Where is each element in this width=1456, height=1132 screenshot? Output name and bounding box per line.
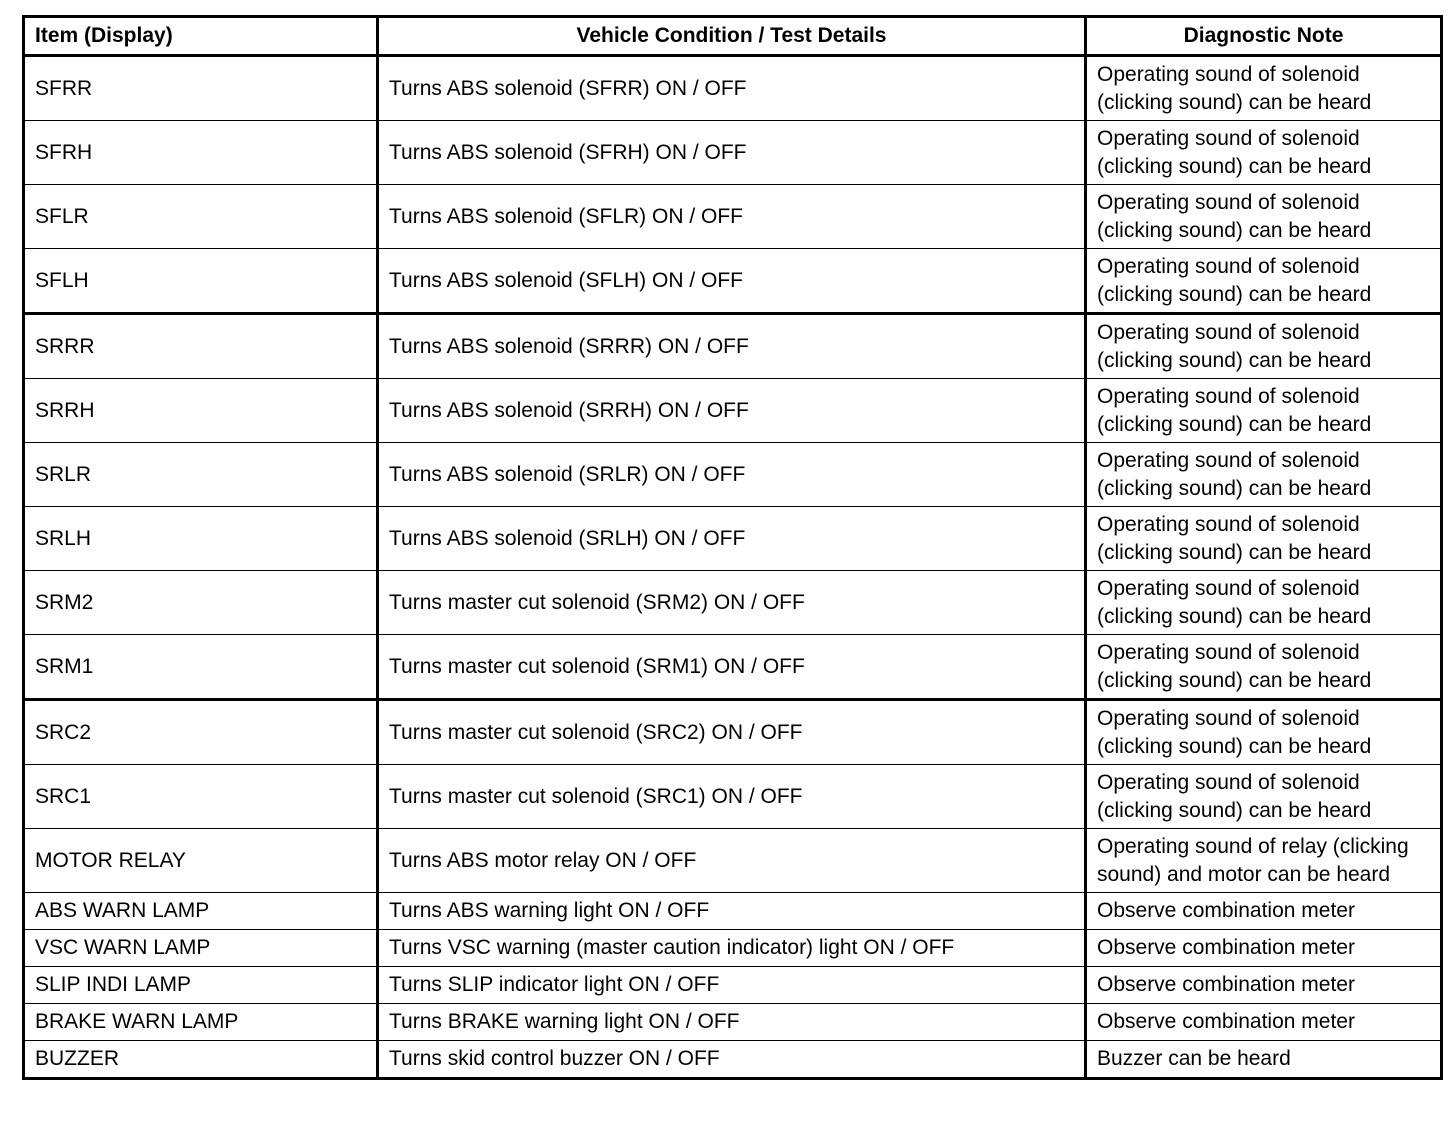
note-cell: Operating sound of solenoid (clicking sound) can be heard bbox=[1086, 185, 1442, 249]
item-cell: SRC2 bbox=[24, 700, 378, 765]
detail-cell: Turns ABS solenoid (SFLR) ON / OFF bbox=[378, 185, 1086, 249]
note-cell: Operating sound of solenoid (clicking sound) can be heard bbox=[1086, 443, 1442, 507]
item-cell: BUZZER bbox=[24, 1041, 378, 1079]
detail-cell: Turns SLIP indicator light ON / OFF bbox=[378, 967, 1086, 1004]
column-header-detail: Vehicle Condition / Test Details bbox=[378, 17, 1086, 56]
table-row bbox=[24, 893, 1442, 930]
item-cell: SFRH bbox=[24, 121, 378, 185]
detail-cell: Turns skid control buzzer ON / OFF bbox=[378, 1041, 1086, 1079]
item-cell: VSC WARN LAMP bbox=[24, 930, 378, 967]
note-cell: Operating sound of solenoid (clicking sound) can be heard bbox=[1086, 507, 1442, 571]
table-row bbox=[24, 1004, 1442, 1041]
item-cell: ABS WARN LAMP bbox=[24, 893, 378, 930]
note-cell: Observe combination meter bbox=[1086, 930, 1442, 967]
detail-cell: Turns ABS motor relay ON / OFF bbox=[378, 829, 1086, 893]
item-cell: SLIP INDI LAMP bbox=[24, 967, 378, 1004]
detail-cell: Turns master cut solenoid (SRM2) ON / OFF bbox=[378, 571, 1086, 635]
detail-cell: Turns ABS solenoid (SFRH) ON / OFF bbox=[378, 121, 1086, 185]
table-row bbox=[24, 249, 1442, 314]
note-cell: Operating sound of relay (clicking sound) and motor can be heard bbox=[1086, 829, 1442, 893]
detail-cell: Turns master cut solenoid (SRM1) ON / OFF bbox=[378, 635, 1086, 700]
table-row bbox=[24, 829, 1442, 893]
detail-cell: Turns ABS solenoid (SRRR) ON / OFF bbox=[378, 314, 1086, 379]
item-cell: SRRH bbox=[24, 379, 378, 443]
note-cell: Buzzer can be heard bbox=[1086, 1041, 1442, 1079]
note-cell: Operating sound of solenoid (clicking sound) can be heard bbox=[1086, 56, 1442, 121]
note-cell: Operating sound of solenoid (clicking sound) can be heard bbox=[1086, 635, 1442, 700]
item-cell: SRM1 bbox=[24, 635, 378, 700]
table-row bbox=[24, 1041, 1442, 1079]
detail-cell: Turns ABS solenoid (SFLH) ON / OFF bbox=[378, 249, 1086, 314]
table-row bbox=[24, 635, 1442, 700]
item-cell: SFLR bbox=[24, 185, 378, 249]
table-header-row bbox=[24, 17, 1442, 56]
item-cell: SRC1 bbox=[24, 765, 378, 829]
note-cell: Observe combination meter bbox=[1086, 1004, 1442, 1041]
note-cell: Operating sound of solenoid (clicking sound) can be heard bbox=[1086, 700, 1442, 765]
detail-cell: Turns VSC warning (master caution indicator) light ON / OFF bbox=[378, 930, 1086, 967]
item-cell: SRRR bbox=[24, 314, 378, 379]
table-row bbox=[24, 967, 1442, 1004]
table-row bbox=[24, 765, 1442, 829]
note-cell: Observe combination meter bbox=[1086, 893, 1442, 930]
item-cell: SRLR bbox=[24, 443, 378, 507]
detail-cell: Turns ABS solenoid (SRLR) ON / OFF bbox=[378, 443, 1086, 507]
detail-cell: Turns BRAKE warning light ON / OFF bbox=[378, 1004, 1086, 1041]
note-cell: Observe combination meter bbox=[1086, 967, 1442, 1004]
column-header-item: Item (Display) bbox=[24, 17, 378, 56]
item-cell: MOTOR RELAY bbox=[24, 829, 378, 893]
item-cell: SRM2 bbox=[24, 571, 378, 635]
table-row bbox=[24, 121, 1442, 185]
detail-cell: Turns ABS warning light ON / OFF bbox=[378, 893, 1086, 930]
detail-cell: Turns ABS solenoid (SRRH) ON / OFF bbox=[378, 379, 1086, 443]
detail-cell: Turns ABS solenoid (SFRR) ON / OFF bbox=[378, 56, 1086, 121]
detail-cell: Turns master cut solenoid (SRC2) ON / OFF bbox=[378, 700, 1086, 765]
note-cell: Operating sound of solenoid (clicking sound) can be heard bbox=[1086, 571, 1442, 635]
column-header-note: Diagnostic Note bbox=[1086, 17, 1442, 56]
table-row bbox=[24, 930, 1442, 967]
item-cell: BRAKE WARN LAMP bbox=[24, 1004, 378, 1041]
table-row bbox=[24, 571, 1442, 635]
note-cell: Operating sound of solenoid (clicking sound) can be heard bbox=[1086, 121, 1442, 185]
table-row bbox=[24, 185, 1442, 249]
note-cell: Operating sound of solenoid (clicking sound) can be heard bbox=[1086, 314, 1442, 379]
diagnostic-table bbox=[22, 15, 1443, 1080]
note-cell: Operating sound of solenoid (clicking sound) can be heard bbox=[1086, 249, 1442, 314]
table-row bbox=[24, 507, 1442, 571]
note-cell: Operating sound of solenoid (clicking sound) can be heard bbox=[1086, 379, 1442, 443]
table-row bbox=[24, 700, 1442, 765]
table-row bbox=[24, 56, 1442, 121]
note-cell: Operating sound of solenoid (clicking sound) can be heard bbox=[1086, 765, 1442, 829]
table-row bbox=[24, 314, 1442, 379]
item-cell: SFLH bbox=[24, 249, 378, 314]
item-cell: SFRR bbox=[24, 56, 378, 121]
table-row bbox=[24, 379, 1442, 443]
item-cell: SRLH bbox=[24, 507, 378, 571]
detail-cell: Turns master cut solenoid (SRC1) ON / OFF bbox=[378, 765, 1086, 829]
detail-cell: Turns ABS solenoid (SRLH) ON / OFF bbox=[378, 507, 1086, 571]
table-row bbox=[24, 443, 1442, 507]
